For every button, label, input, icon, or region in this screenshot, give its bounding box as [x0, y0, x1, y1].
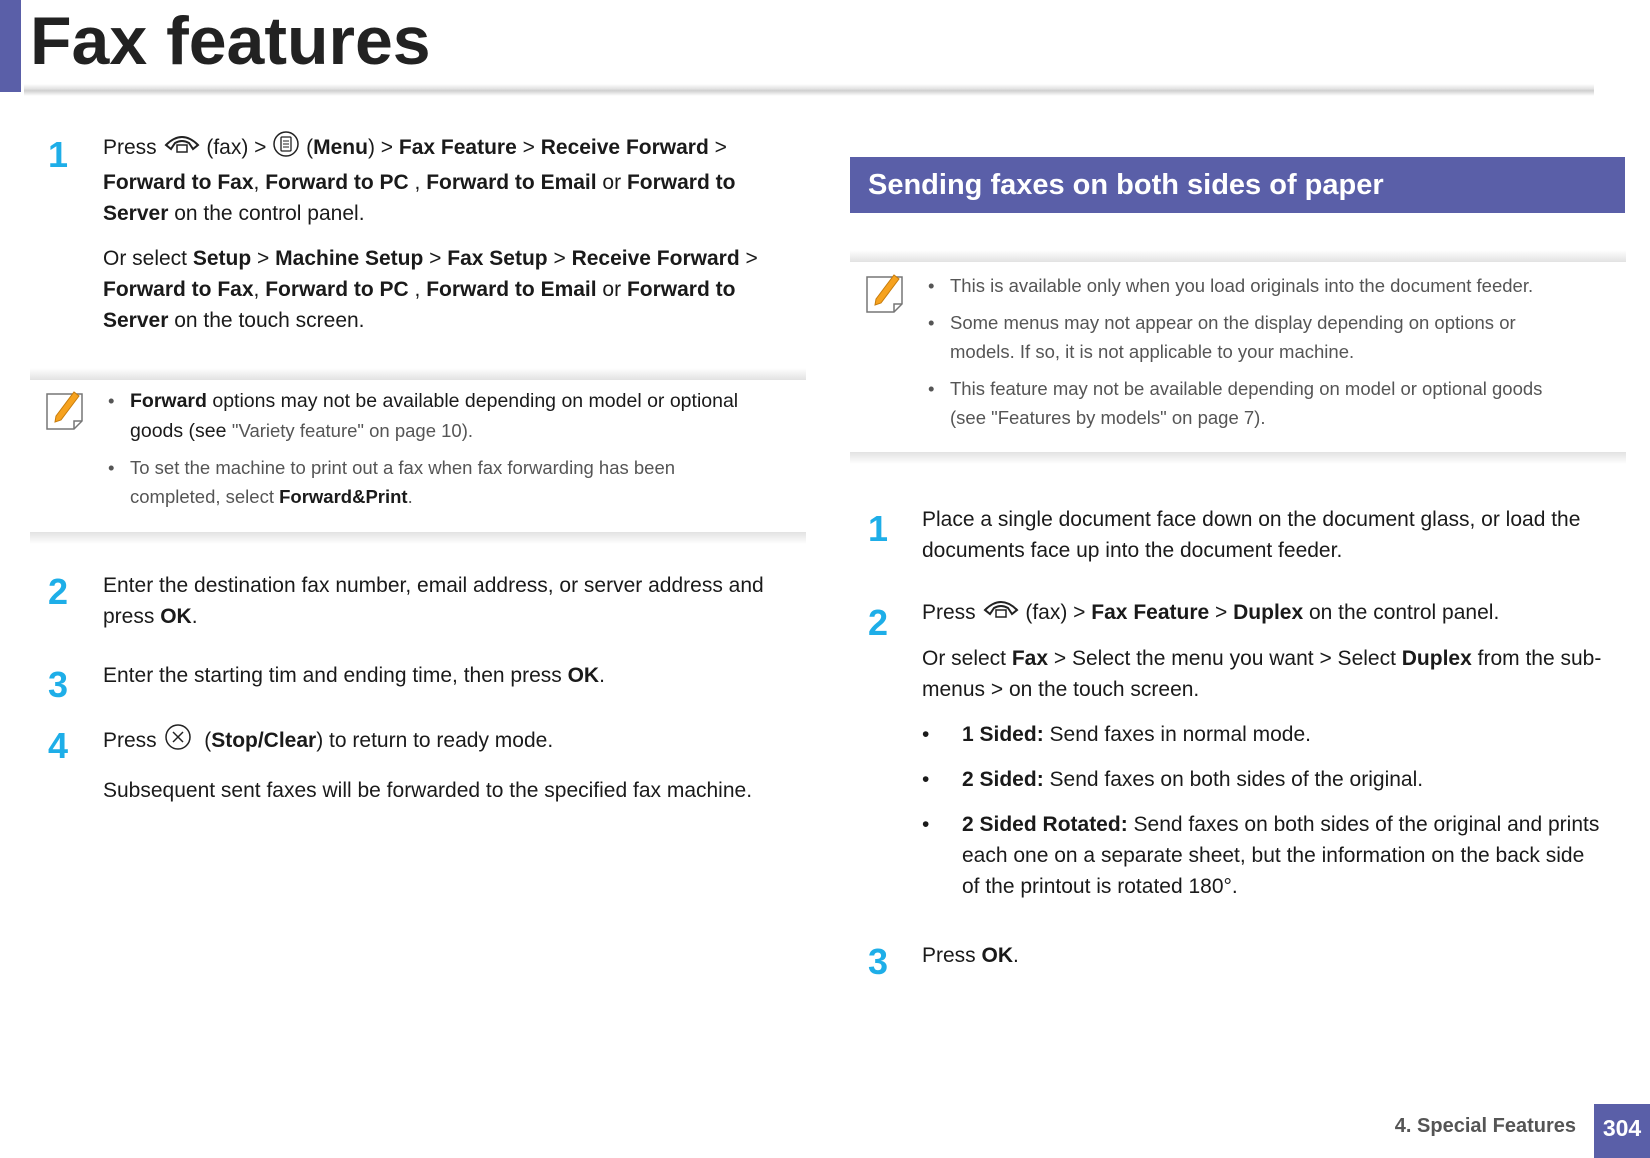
step-number: 2	[868, 602, 889, 643]
step-number: 1	[48, 134, 69, 175]
step-1-text: Place a single document face down on the document glass, or load the documents face up into the document feeder.	[922, 508, 1581, 562]
note-text: • This is available only when you load originals into the document feeder. • Some menus may not appear on the display depending on options or models. If so, it is not applicable to your machine. • This feature may not be available depending on model or optional goods (see "Features by models" on page 7).	[928, 275, 1543, 428]
title-accent-bar	[0, 0, 21, 92]
step-3-text: Enter the starting tim and ending time, then press OK.	[103, 664, 605, 687]
section-heading: Sending faxes on both sides of paper	[850, 157, 1625, 213]
fax-icon	[163, 131, 201, 166]
step-2-text: Enter the destination fax number, email address, or server address and press OK.	[103, 574, 764, 628]
menu-icon	[272, 130, 300, 167]
stop-clear-icon	[163, 722, 193, 761]
step-number: 3	[48, 664, 69, 705]
footer-chapter: 4. Special Features	[1394, 1115, 1576, 1137]
note-bottom-band	[30, 532, 806, 544]
page-number: 304	[1594, 1104, 1650, 1158]
page-title: Fax features	[30, 3, 431, 79]
note-pencil-icon	[864, 271, 906, 320]
note-pencil-icon	[44, 388, 86, 437]
step-4-text: Press (Stop/Clear) to return to ready mode. Subsequent sent faxes will be forwarded to the specified fax machine.	[103, 722, 803, 806]
step-number: 4	[48, 725, 69, 766]
step-2-text: Press (fax) > Fax Feature > Duplex on the control panel. Or select Fax > Select the menu you want > Select Duplex from the sub- menus > on the touch screen. • 1 Sided: Send faxes in normal mode. • 2 Sided: Send faxes on both sides of the original. • 2 Sided Rotated: Send faxes on both sides of the original and prints each one on a separate sheet, but the information on the back side of the printout is rotated 180°.	[922, 596, 1632, 902]
step-number: 3	[868, 941, 889, 982]
step-1-text: Press (fax) > (Menu) > Fax Feature > Receive Forward > Forward to Fax, Forward to PC , Forward to Email or Forward to Server on the control panel. Or select Setup > Machine Setup > Fax Setup > Receive Forward > Forward to Fax, Forward to PC , Forward to Email or Forward to Server on the touch screen.	[103, 130, 803, 336]
title-divider	[24, 84, 1594, 96]
note-bottom-band	[850, 452, 1626, 464]
note-top-band	[850, 250, 1626, 262]
note-top-band	[30, 368, 806, 380]
step-3-text: Press OK.	[922, 944, 1019, 967]
step-number: 1	[868, 508, 889, 549]
note-text: • Forward options may not be available depending on model or optional goods (see "Variety feature" on page 10). • To set the machine to print out a fax when fax forwarding has been completed, select Forward&Print.	[108, 390, 739, 507]
fax-icon	[982, 596, 1020, 631]
step-number: 2	[48, 571, 69, 612]
